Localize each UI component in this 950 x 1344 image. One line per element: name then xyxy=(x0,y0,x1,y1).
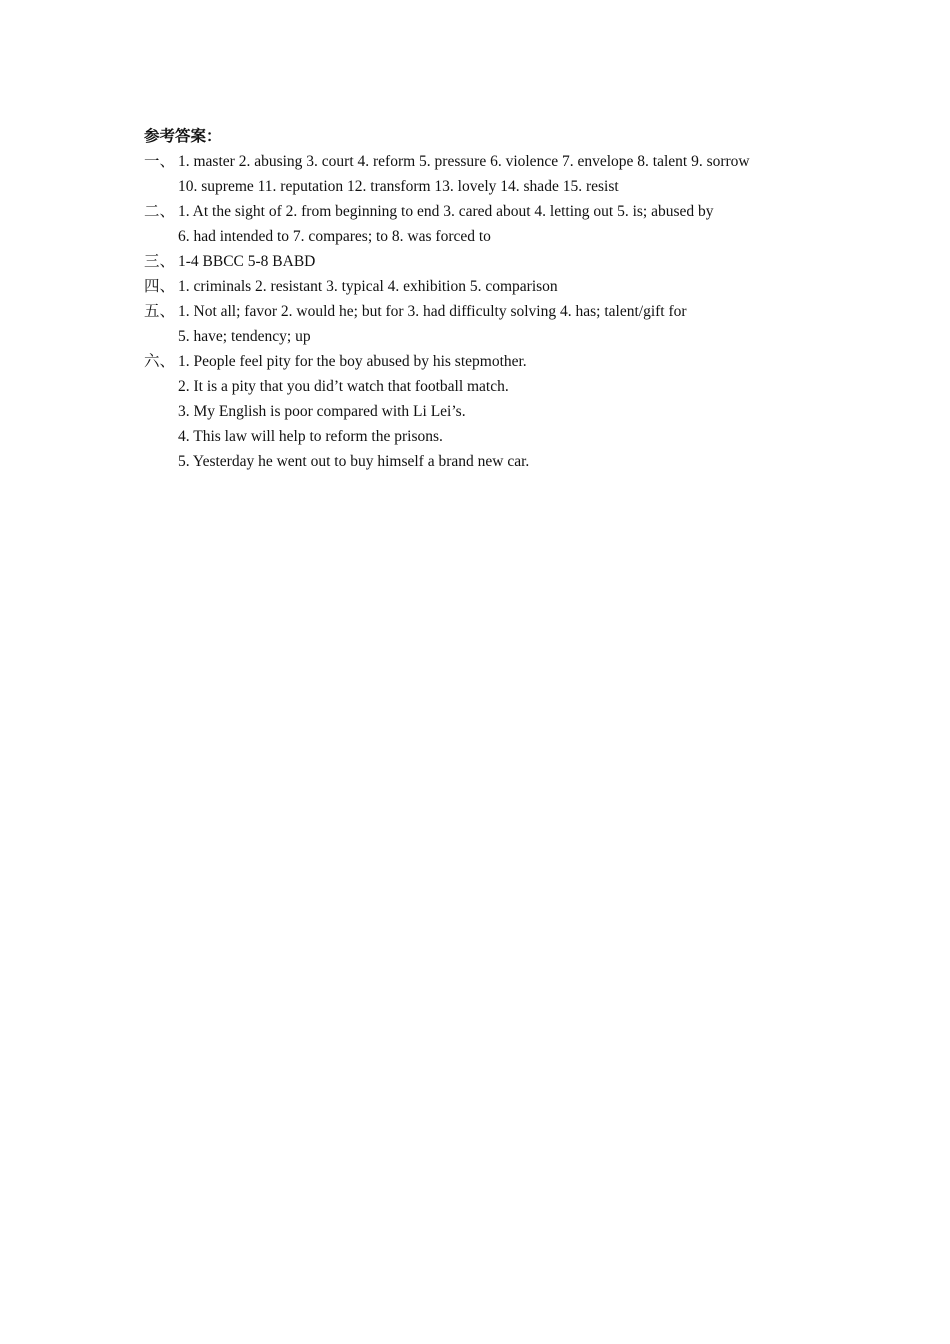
section-4 xyxy=(144,274,824,299)
answer-key-heading: 参考答案： xyxy=(144,128,222,145)
answer-line: 1. People feel pity for the boy abused by his stepmother. xyxy=(178,353,527,370)
section-numeral: 三、 xyxy=(144,253,176,270)
answer-line: 2. It is a pity that you did’t watch that football match. xyxy=(178,378,509,395)
section-1 xyxy=(144,149,824,199)
answer-line: 5. Yesterday he went out to buy himself a brand new car. xyxy=(178,453,530,470)
section-lines xyxy=(178,199,824,249)
answer-line: 6. had intended to 7. compares; to 8. was forced to xyxy=(178,228,491,245)
answer-line: 4. This law will help to reform the prisons. xyxy=(178,428,443,445)
answer-line: 5. have; tendency; up xyxy=(178,328,311,345)
section-lines xyxy=(178,274,824,299)
answer-line: 3. My English is poor compared with Li Lei’s. xyxy=(178,403,466,420)
section-6 xyxy=(144,349,824,474)
section-numeral: 六、 xyxy=(144,353,176,370)
section-2 xyxy=(144,199,824,249)
section-numeral: 二、 xyxy=(144,203,176,220)
answer-line: 1-4 BBCC 5-8 BABD xyxy=(178,253,316,270)
section-lines xyxy=(178,299,824,349)
section-numeral: 一、 xyxy=(144,153,176,170)
section-5 xyxy=(144,299,824,349)
section-numeral: 四、 xyxy=(144,278,176,295)
answer-line: 1. criminals 2. resistant 3. typical 4. exhibition 5. comparison xyxy=(178,278,558,295)
section-lines xyxy=(178,149,824,199)
answer-line: 1. master 2. abusing 3. court 4. reform 5. pressure 6. violence 7. envelope 8. talent 9. sorrow xyxy=(178,153,750,170)
section-lines xyxy=(178,249,824,274)
answer-line: 10. supreme 11. reputation 12. transform 13. lovely 14. shade 15. resist xyxy=(178,178,619,195)
section-3 xyxy=(144,249,824,274)
answer-line: 1. Not all; favor 2. would he; but for 3. had difficulty solving 4. has; talent/gift for xyxy=(178,303,687,320)
section-numeral: 五、 xyxy=(144,303,176,320)
answer-line: 1. At the sight of 2. from beginning to end 3. cared about 4. letting out 5. is; abused by xyxy=(178,203,714,220)
answer-key xyxy=(144,124,824,474)
section-lines xyxy=(178,349,824,474)
